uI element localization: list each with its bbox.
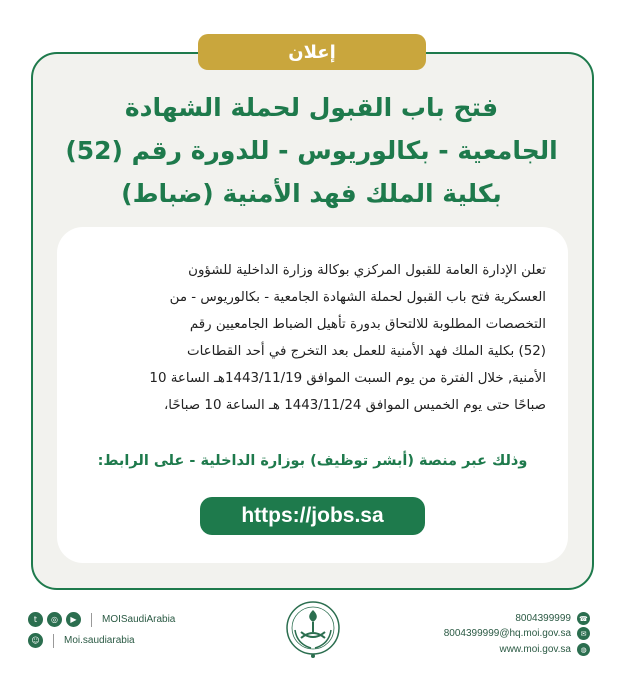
- snapchat-icon[interactable]: ☺: [28, 633, 43, 648]
- announcement-body: [81, 257, 546, 419]
- contact-website[interactable]: [499, 643, 590, 656]
- contact-phone[interactable]: [515, 612, 590, 625]
- email-icon: ✉: [577, 627, 590, 640]
- social-handle-snapchat[interactable]: Moi.saudiarabia: [64, 635, 135, 646]
- email-address: 8004399999@hq.moi.gov.sa: [443, 628, 571, 639]
- website-url: www.moi.gov.sa: [499, 644, 571, 655]
- platform-note: وذلك عبر منصة (أبشر توظيف) بوزارة الداخلية - على الرابط:: [97, 453, 528, 469]
- announcement-tag: إعلان: [198, 34, 426, 70]
- body-line: العسكرية فتح باب القبول لحملة الشهادة الجامعية - بكالوريوس - من: [169, 290, 546, 305]
- title-line: الجامعية - بكالوريوس - للدورة رقم (52): [65, 136, 558, 165]
- title-line: فتح باب القبول لحملة الشهادة: [124, 93, 499, 122]
- divider: [91, 613, 92, 627]
- social-row-secondary: [28, 633, 135, 648]
- body-line: (52) بكلية الملك فهد الأمنية للعمل بعد التخرج في أحد القطاعات: [187, 344, 546, 359]
- divider: [53, 634, 54, 648]
- phone-icon: ☎: [577, 612, 590, 625]
- body-line: صباحًا حتى يوم الخميس الموافق 1443/11/24 هـ الساعة 10 صباحًا،: [163, 398, 546, 413]
- twitter-icon[interactable]: t: [28, 612, 43, 627]
- ministry-emblem-icon: [285, 598, 341, 660]
- jobs-link-button[interactable]: https://jobs.sa: [200, 497, 425, 535]
- contact-email[interactable]: [444, 627, 590, 640]
- social-handle[interactable]: MOISaudiArabia: [102, 614, 176, 625]
- body-line: الأمنية, خلال الفترة من يوم السبت الموافق 1443/11/19هـ الساعة 10: [149, 371, 546, 386]
- announcement-card: [57, 227, 568, 563]
- phone-number: 8004399999: [515, 613, 571, 624]
- body-line: تعلن الإدارة العامة للقبول المركزي بوكالة وزارة الداخلية للشؤون: [188, 263, 546, 278]
- social-row-primary: [28, 612, 175, 627]
- body-line: التخصصات المطلوبة للالتحاق بدورة تأهيل الضباط الجامعيين رقم: [189, 317, 546, 332]
- instagram-icon[interactable]: ◎: [47, 612, 62, 627]
- globe-icon: ◍: [577, 643, 590, 656]
- title-line: بكلية الملك فهد الأمنية (ضباط): [121, 179, 502, 208]
- youtube-icon[interactable]: ▶: [66, 612, 81, 627]
- announcement-title: [60, 86, 563, 215]
